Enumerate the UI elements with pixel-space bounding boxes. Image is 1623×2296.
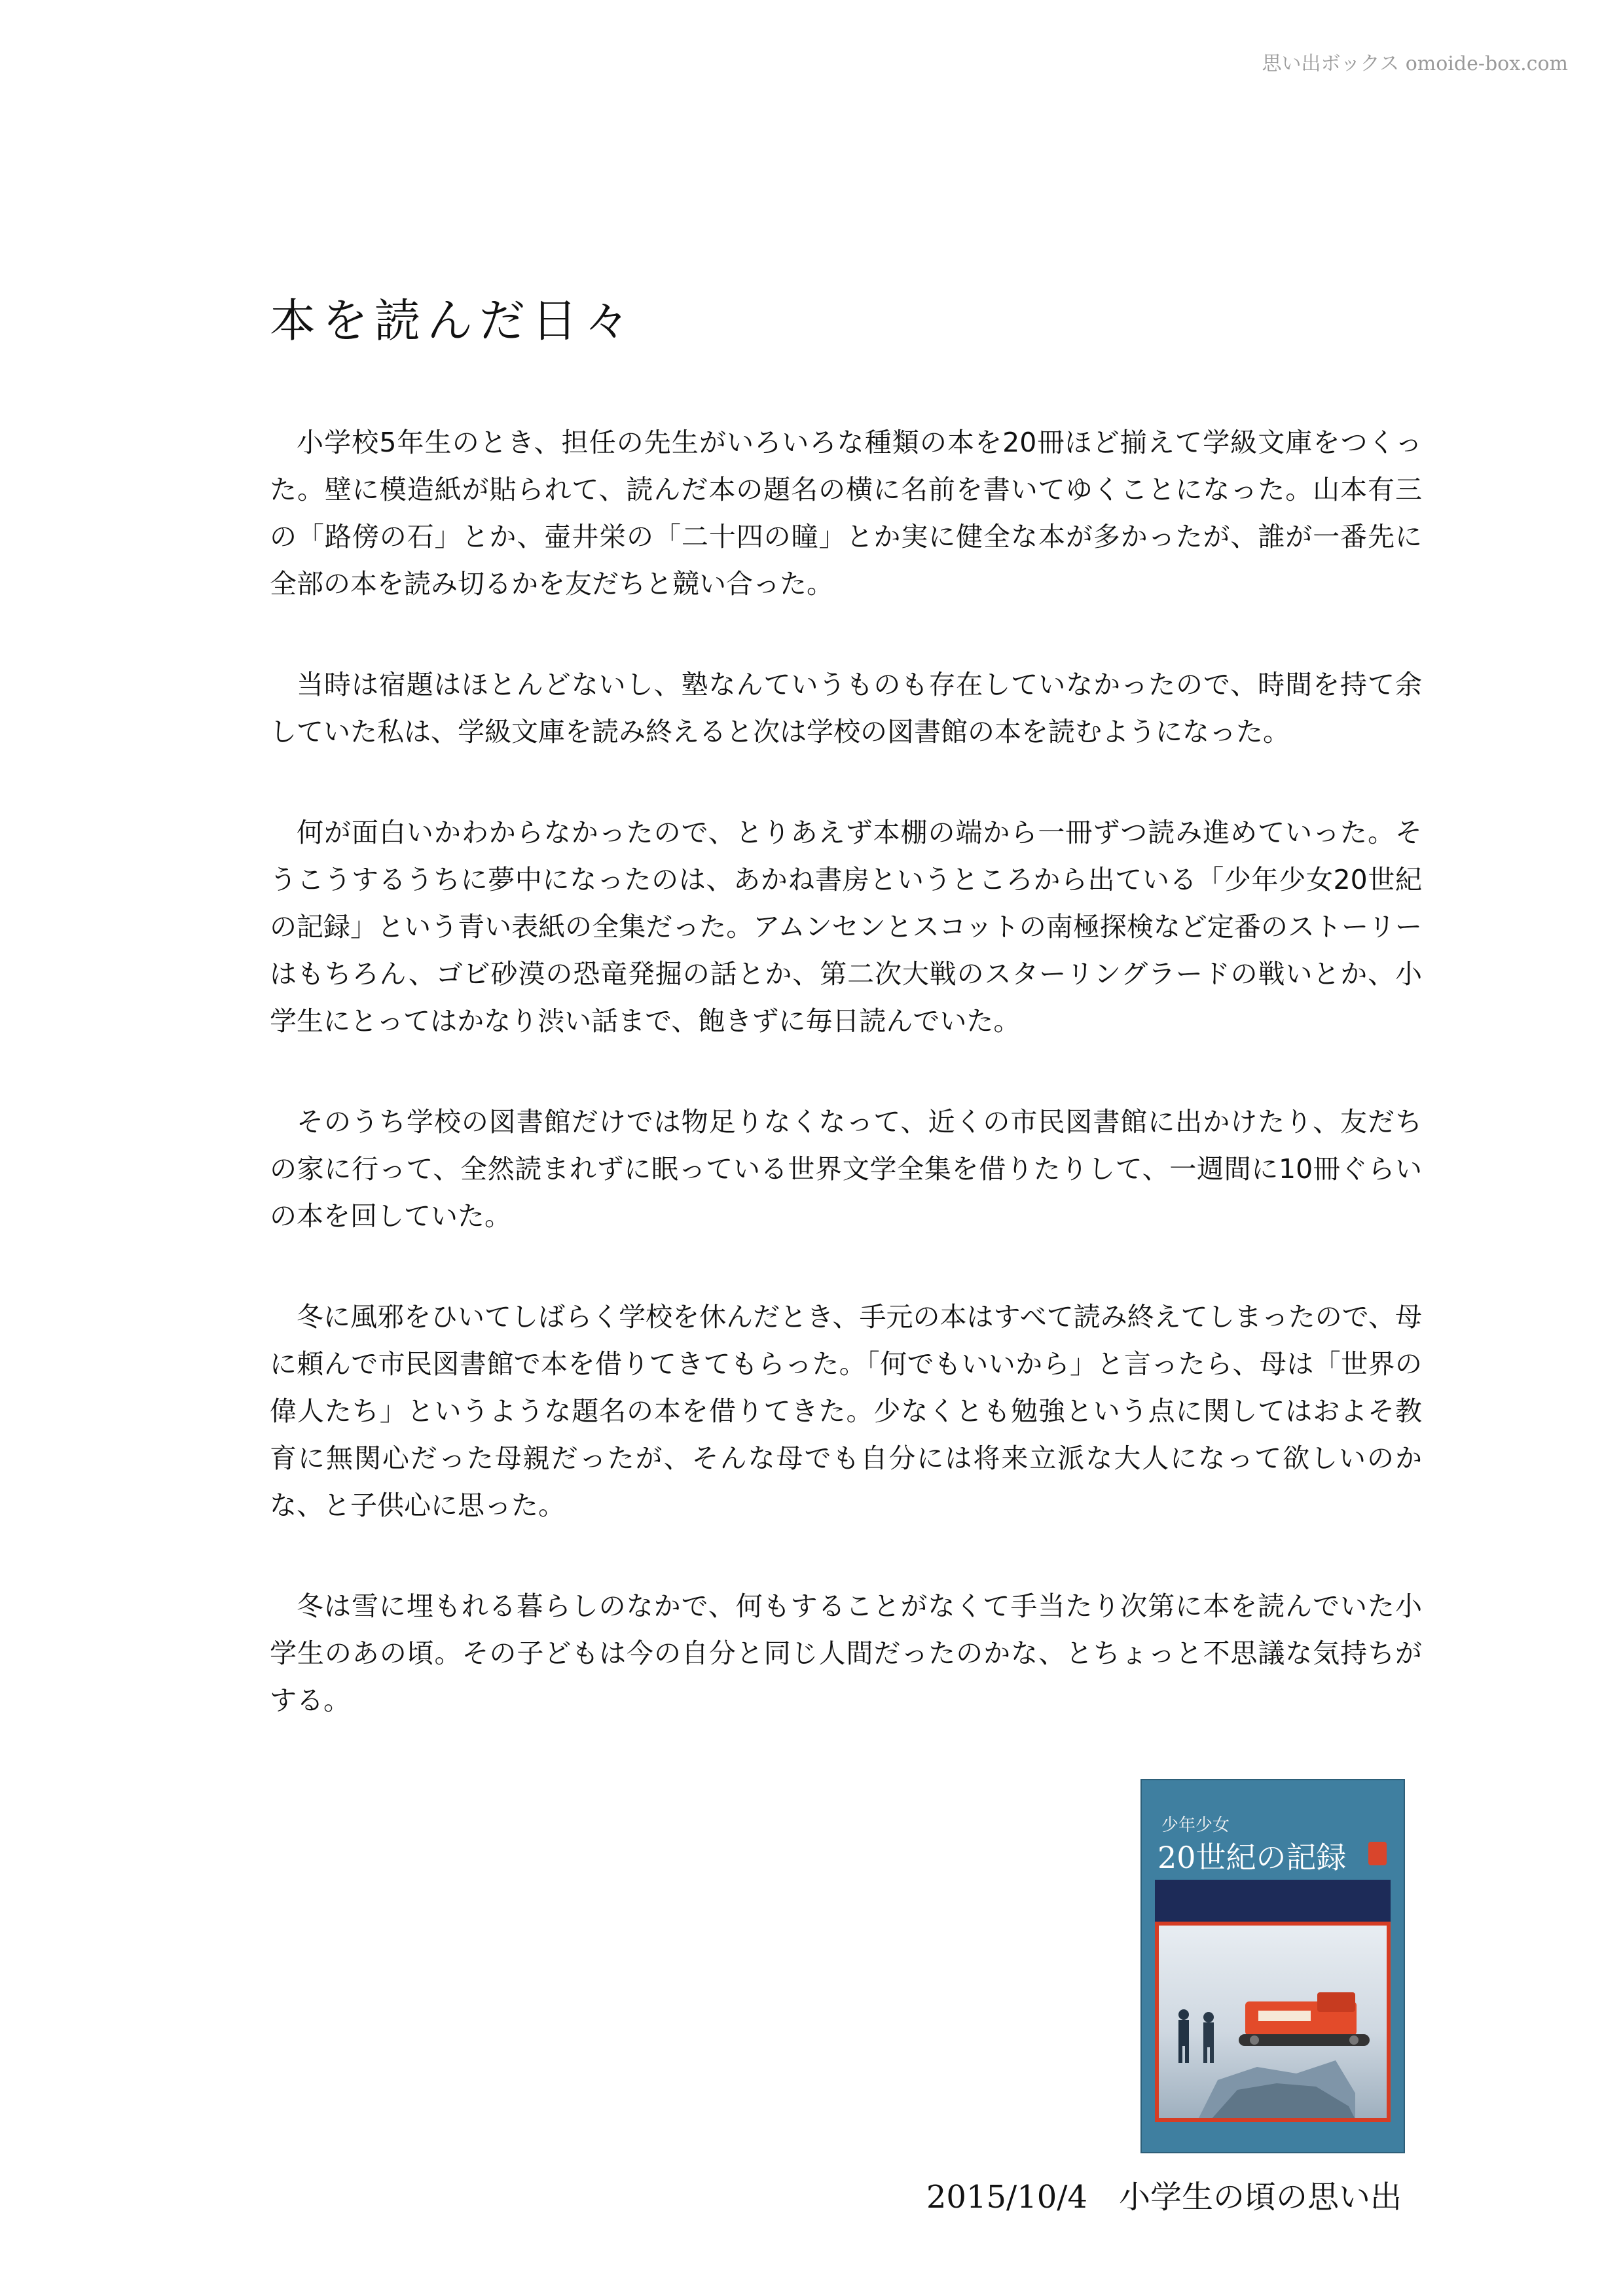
paragraph-3: 何が面白いかわからなかったので、とりあえず本棚の端から一冊ずつ読み進めていった。そうこうするうちに夢中になったのは、あかね書房というところから出ている「少年少女20世紀の記録」という青い表紙の全集だった。アムンセンとスコットの南極探検など定番のストーリーはもちろん、ゴビ砂漠の恐竜発掘の話とか、第二次大戦のスターリングラードの戦いとか、小学生にとってはかなり渋い話まで、飽きずに毎日読んでいた。 (270, 817, 1422, 1037)
snow-vehicle-illustration (1239, 1988, 1370, 2060)
paragraph-2: 当時は宿題はほとんどないし、塾なんていうものも存在していなかったので、時間を持て余していた私は、学級文庫を読み終えると次は学校の図書館の本を読むようになった。 (270, 669, 1422, 747)
book-cover-image (1142, 1780, 1404, 2152)
book-cover-band (1155, 1880, 1391, 1922)
footer-caption: 2015/10/4 小学生の頃の思い出 (926, 2179, 1402, 2215)
paragraph-6: 冬は雪に埋もれる暮らしのなかで、何もすることがなくて手当たり次第に本を読んでいた小学生のあの頃。その子どもは今の自分と同じ人間だったのかな、とちょっと不思議な気持ちがする。 (270, 1590, 1422, 1716)
book-cover-series: 少年少女 (1161, 1816, 1230, 1835)
book-cover-picture (1155, 1922, 1391, 2122)
paragraph-1: 小学校5年生のとき、担任の先生がいろいろな種類の本を20冊ほど揃えて学級文庫をつくった。壁に模造紙が貼られて、読んだ本の題名の横に名前を書いてゆくことになった。山本有三の「路傍の石」とか、壷井栄の「二十四の瞳」とか実に健全な本が多かったが、誰が一番先に全部の本を読み切るかを友だちと競い合った。 (270, 427, 1422, 600)
page-title: 本を読んだ日々 (270, 294, 636, 348)
paragraph-4: そのうち学校の図書館だけでは物足りなくなって、近くの市民図書館に出かけたり、友だちの家に行って、全然読まれずに眠っている世界文学全集を借りたりして、一週間に10冊ぐらいの本を回していた。 (270, 1106, 1422, 1232)
book-cover-volume-mark (1368, 1842, 1387, 1865)
paragraph-5: 冬に風邪をひいてしばらく学校を休んだとき、手元の本はすべて読み終えてしまったので、母に頼んで市民図書館で本を借りてきてもらった。「何でもいいから」と言ったら、母は「世界の偉人たち」というような題名の本を借りてきた。少なくとも勉強という点に関してはおよそ教育に無関心だった母親だったが、そんな母でも自分には将来立派な大人になって欲しいのかな、と子供心に思った。 (270, 1301, 1422, 1521)
essay-body (270, 419, 1422, 1778)
site-credit: 思い出ボックス omoide-box.com (1262, 52, 1568, 75)
book-cover-title: 20世紀の記録 (1158, 1840, 1347, 1875)
ice-floe (1198, 2054, 1355, 2119)
